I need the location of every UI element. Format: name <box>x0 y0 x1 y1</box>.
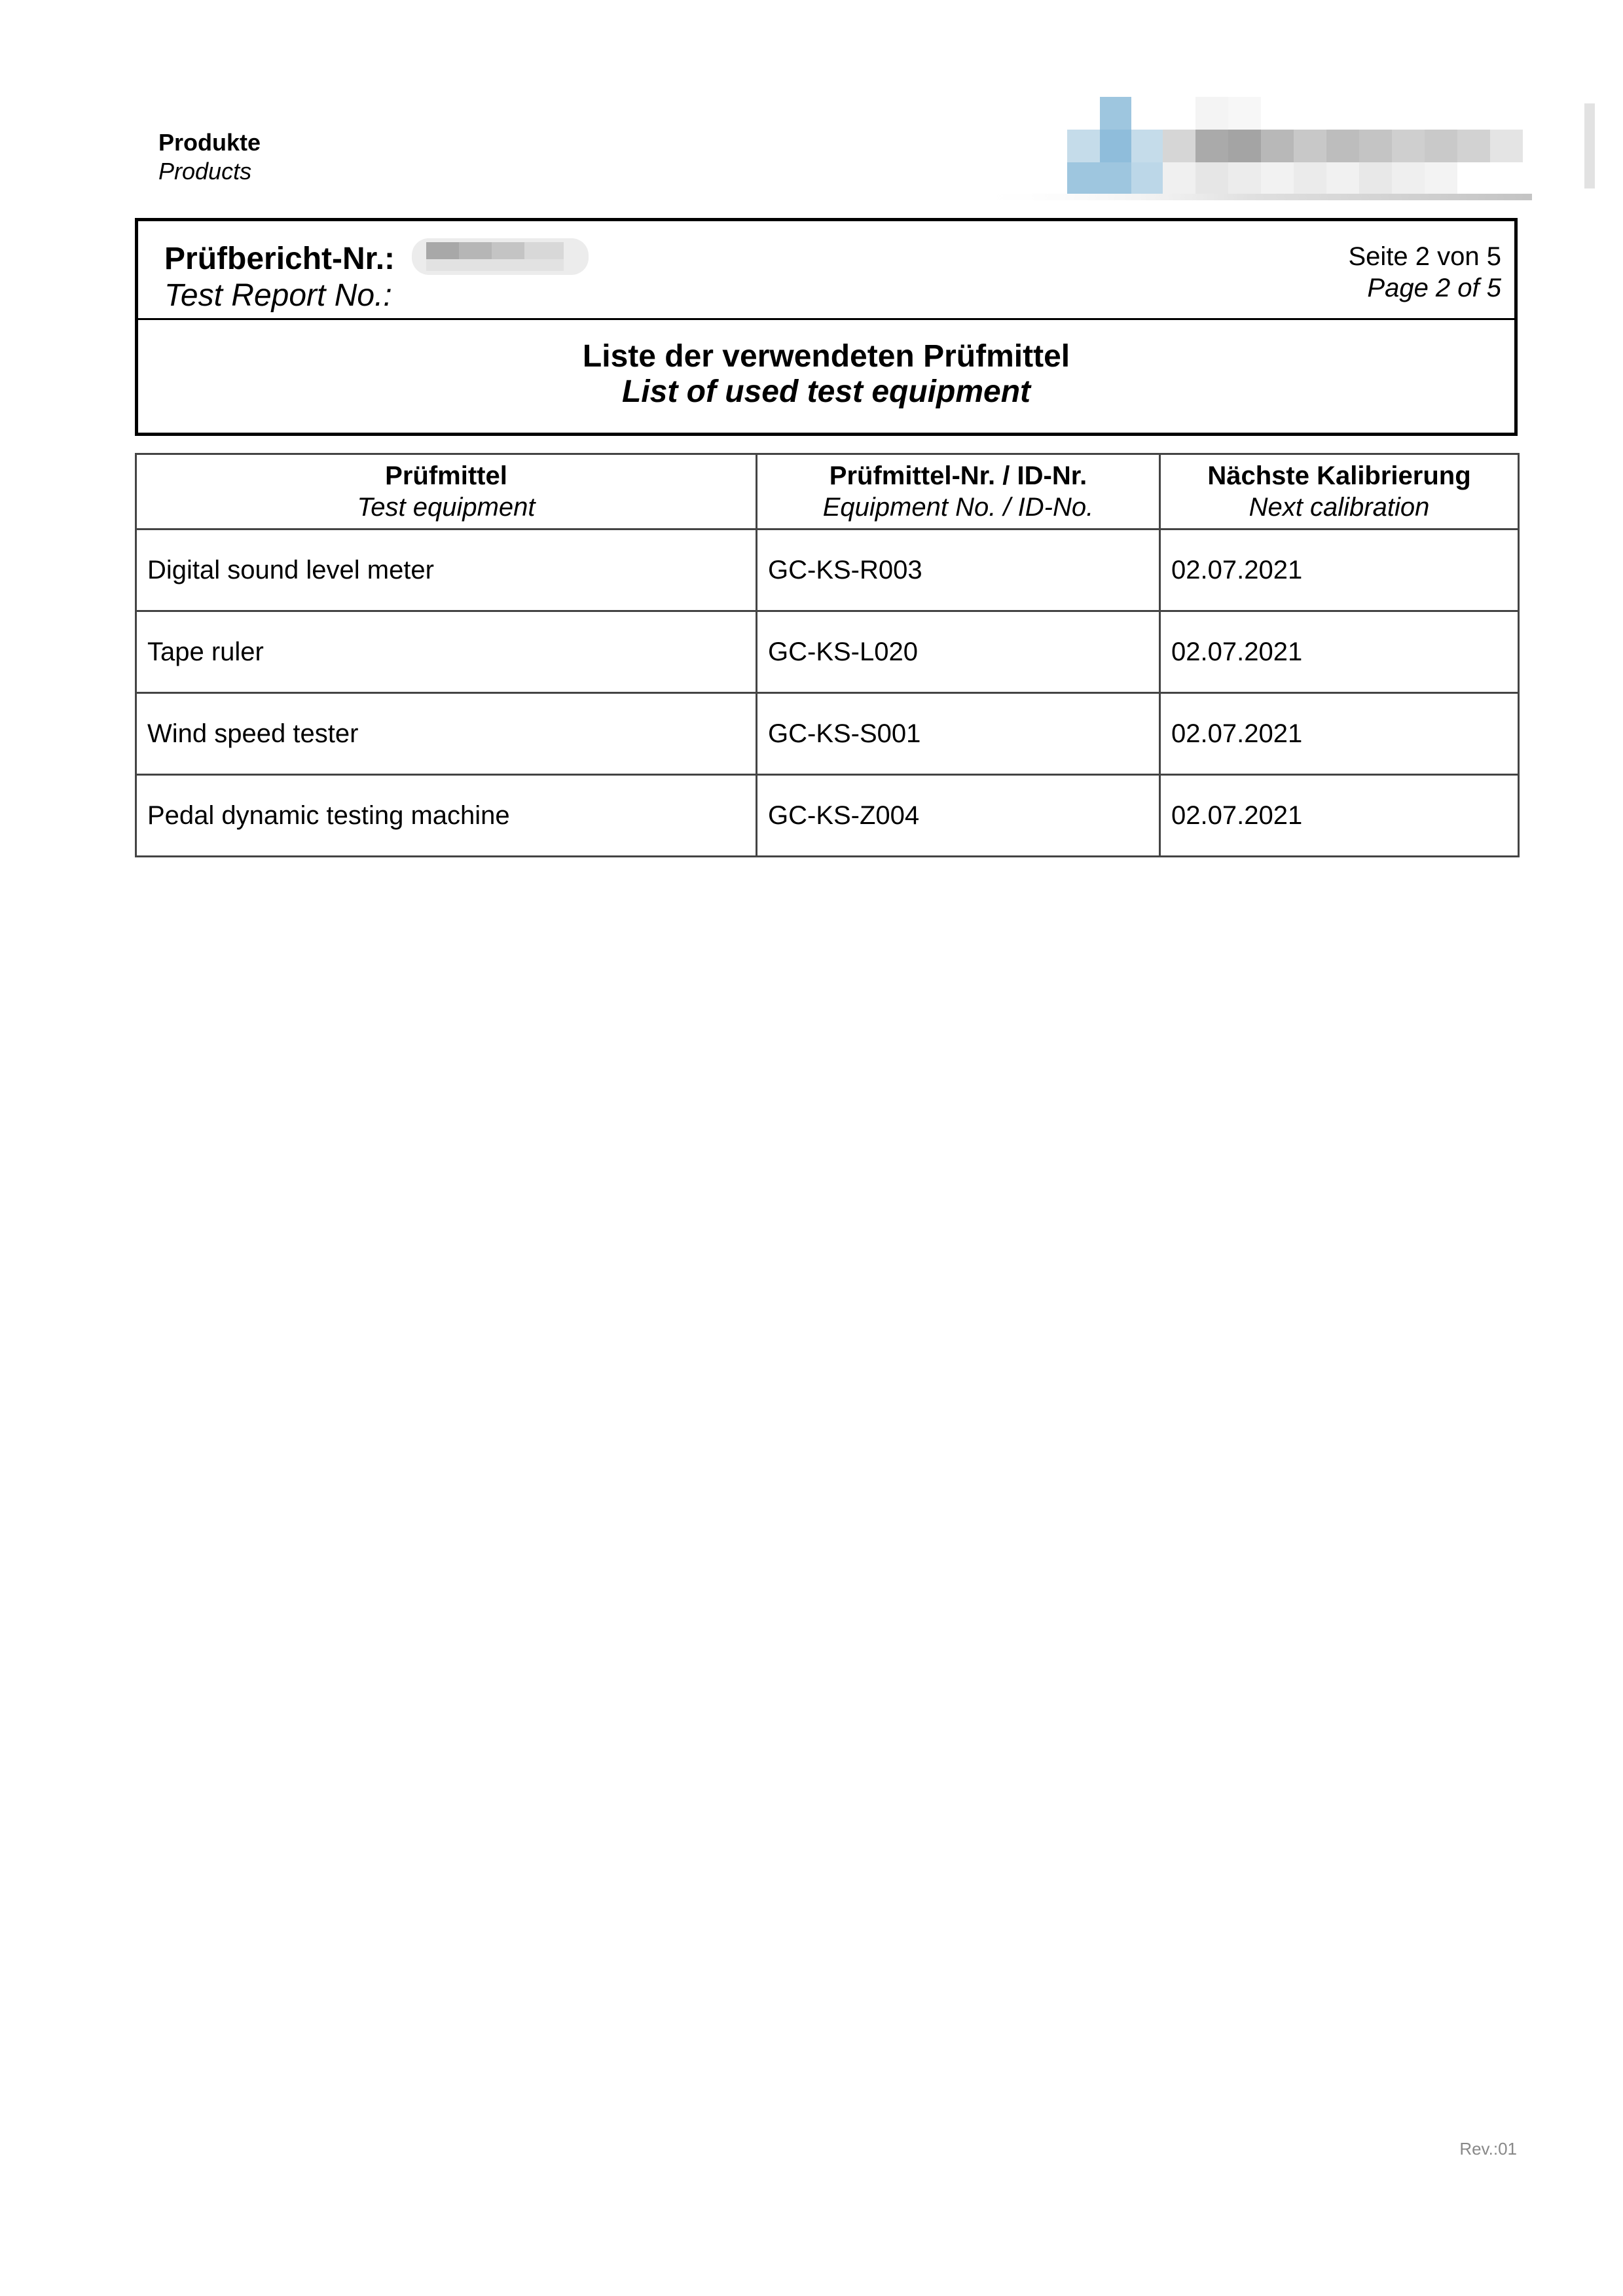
report-number-label-de: Prüfbericht-Nr.: <box>164 242 395 276</box>
cell-equipment: Digital sound level meter <box>136 529 757 611</box>
cell-calibration: 02.07.2021 <box>1160 775 1519 857</box>
page-number <box>1349 241 1502 304</box>
cell-id: GC-KS-S001 <box>757 693 1160 775</box>
revision-label: Rev.:01 <box>1459 2139 1517 2159</box>
cell-equipment: Pedal dynamic testing machine <box>136 775 757 857</box>
equipment-table <box>135 453 1520 857</box>
report-number-label <box>164 241 395 314</box>
page-title-en: List of used test equipment <box>621 374 1031 409</box>
page-number-en: Page 2 of 5 <box>1367 274 1501 302</box>
column-header-equipment-de: Prüfmittel <box>385 461 507 490</box>
table-row <box>136 693 1519 775</box>
table-row <box>136 529 1519 611</box>
page-title <box>138 339 1514 410</box>
company-logo <box>969 97 1611 208</box>
redacted-report-number <box>412 233 589 280</box>
column-header-id-de: Prüfmittel-Nr. / ID-Nr. <box>829 461 1087 490</box>
report-title-box <box>135 218 1518 436</box>
department-en: Products <box>158 158 252 185</box>
cell-id: GC-KS-R003 <box>757 529 1160 611</box>
column-header-calibration-de: Nächste Kalibrierung <box>1207 461 1471 490</box>
cell-equipment: Wind speed tester <box>136 693 757 775</box>
table-header-row <box>136 454 1519 529</box>
cell-id: GC-KS-L020 <box>757 611 1160 693</box>
column-header-calibration <box>1160 454 1519 529</box>
department-label <box>158 128 261 186</box>
cell-calibration: 02.07.2021 <box>1160 529 1519 611</box>
report-header-row <box>138 221 1514 320</box>
cell-calibration: 02.07.2021 <box>1160 693 1519 775</box>
table-row <box>136 775 1519 857</box>
report-number-label-en: Test Report No.: <box>164 278 392 313</box>
cell-equipment: Tape ruler <box>136 611 757 693</box>
page-number-de: Seite 2 von 5 <box>1348 242 1501 271</box>
column-header-equipment-en: Test equipment <box>357 493 536 522</box>
column-header-calibration-en: Next calibration <box>1249 493 1430 522</box>
column-header-id-en: Equipment No. / ID-No. <box>822 493 1094 522</box>
department-de: Produkte <box>158 129 261 156</box>
page-title-de: Liste der verwendeten Prüfmittel <box>582 339 1070 374</box>
cell-id: GC-KS-Z004 <box>757 775 1160 857</box>
column-header-equipment <box>136 454 757 529</box>
column-header-id <box>757 454 1160 529</box>
table-row <box>136 611 1519 693</box>
cell-calibration: 02.07.2021 <box>1160 611 1519 693</box>
